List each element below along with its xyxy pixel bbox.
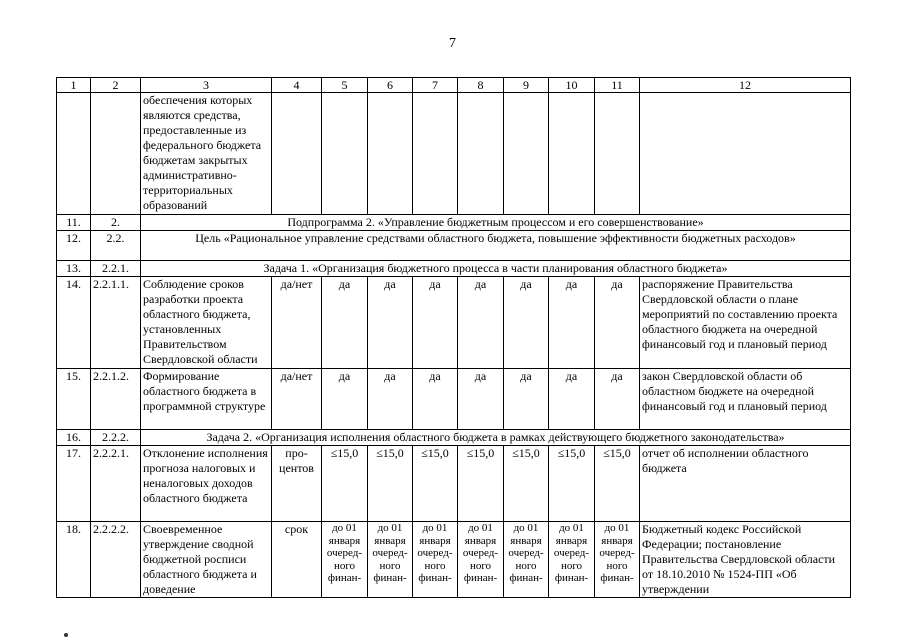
value-cell: да [413,277,458,369]
row-code: 2.2.1. [91,261,141,277]
value-cell: до 01 января очеред-ного финан- [413,522,458,598]
row-code: 2.2.2.1. [91,446,141,522]
value-cell: да [368,369,413,430]
value-cell: да [549,277,595,369]
header-cell: 4 [272,78,322,93]
row-code: 2.2.1.2. [91,369,141,430]
header-cell: 2 [91,78,141,93]
table-row-11 [57,215,851,231]
indicators-table [56,77,851,598]
value-cell: до 01 января очеред-ного финан- [504,522,549,598]
header-cell: 10 [549,78,595,93]
source-document: Бюджетный кодекс Российской Федерации; постановление Правительства Свердловской области от 18.10.2010 № 1524-ПП «Об утверждении [640,522,851,598]
page-number: 7 [449,36,456,51]
goal-title: Цель «Рациональное управление средствами областного бюджета, повышение эффективности бюджетных расходов» [141,231,851,261]
header-cell: 12 [640,78,851,93]
source-document: закон Свердловской области об областном бюджете на очередной финансовый год и плановый период [640,369,851,430]
header-cell: 1 [57,78,91,93]
header-cell: 8 [458,78,504,93]
task-title: Задача 2. «Организация исполнения областного бюджета в рамках действующего бюджетного законодательства» [141,430,851,446]
row-number: 12. [57,231,91,261]
value-cell: до 01 января очеред-ного финан- [322,522,368,598]
subprogram-title: Подпрограмма 2. «Управление бюджетным процессом и его совершенствование» [141,215,851,231]
row-number: 11. [57,215,91,231]
value-cell: до 01 января очеред-ного финан- [595,522,640,598]
header-cell: 11 [595,78,640,93]
indicator-name: Формирование областного бюджета в программной структуре [141,369,272,430]
indicator-name: обеспечения которых являются средства, предоставленные из федерального бюджета бюджетам закрытых административно-территориальных образований [141,93,272,215]
value-cell: ≤15,0 [322,446,368,522]
value-cell: да [458,277,504,369]
header-row [57,78,851,93]
value-cell: ≤15,0 [504,446,549,522]
indicator-name: Своевременное утверждение сводной бюджетной росписи областного бюджета и доведение [141,522,272,598]
table-row-15 [57,369,851,430]
value-cell: да [504,369,549,430]
header-cell: 5 [322,78,368,93]
value-cell: да [368,277,413,369]
scan-mark [64,633,68,637]
value-cell: да [504,277,549,369]
table-row-13 [57,261,851,277]
row-code: 2.2.2.2. [91,522,141,598]
indicator-name: Соблюдение сроков разработки проекта областного бюджета, установленных Правительством Свердловской области [141,277,272,369]
unit: да/нет [272,277,322,369]
unit: про-центов [272,446,322,522]
row-number: 13. [57,261,91,277]
source-document: отчет об исполнении областного бюджета [640,446,851,522]
indicator-name: Отклонение исполнения прогноза налоговых и неналоговых доходов областного бюджета [141,446,272,522]
row-number: 16. [57,430,91,446]
row-number: 14. [57,277,91,369]
source-document: распоряжение Правительства Свердловской области о плане мероприятий по составлению проекта областного бюджета на очередной финансовый год и плановый период [640,277,851,369]
value-cell: да [322,369,368,430]
header-cell: 9 [504,78,549,93]
unit: да/нет [272,369,322,430]
header-cell: 6 [368,78,413,93]
value-cell: до 01 января очеред-ного финан- [458,522,504,598]
header-cell: 3 [141,78,272,93]
row-number: 18. [57,522,91,598]
table-row-12 [57,231,851,261]
value-cell: да [322,277,368,369]
table-row-14 [57,277,851,369]
value-cell: ≤15,0 [595,446,640,522]
row-number: 15. [57,369,91,430]
value-cell: да [458,369,504,430]
row-code: 2. [91,215,141,231]
table-row-17 [57,446,851,522]
row-number: 17. [57,446,91,522]
value-cell: до 01 января очеред-ного финан- [368,522,413,598]
header-cell: 7 [413,78,458,93]
value-cell: да [595,277,640,369]
value-cell: да [413,369,458,430]
row-code: 2.2.1.1. [91,277,141,369]
value-cell: да [549,369,595,430]
table-row-continuation [57,93,851,215]
table-row-18 [57,522,851,598]
unit: срок [272,522,322,598]
value-cell: ≤15,0 [368,446,413,522]
task-title: Задача 1. «Организация бюджетного процесса в части планирования областного бюджета» [141,261,851,277]
value-cell: ≤15,0 [549,446,595,522]
row-code: 2.2.2. [91,430,141,446]
table-row-16 [57,430,851,446]
value-cell: ≤15,0 [458,446,504,522]
value-cell: да [595,369,640,430]
row-code: 2.2. [91,231,141,261]
value-cell: до 01 января очеред-ного финан- [549,522,595,598]
value-cell: ≤15,0 [413,446,458,522]
